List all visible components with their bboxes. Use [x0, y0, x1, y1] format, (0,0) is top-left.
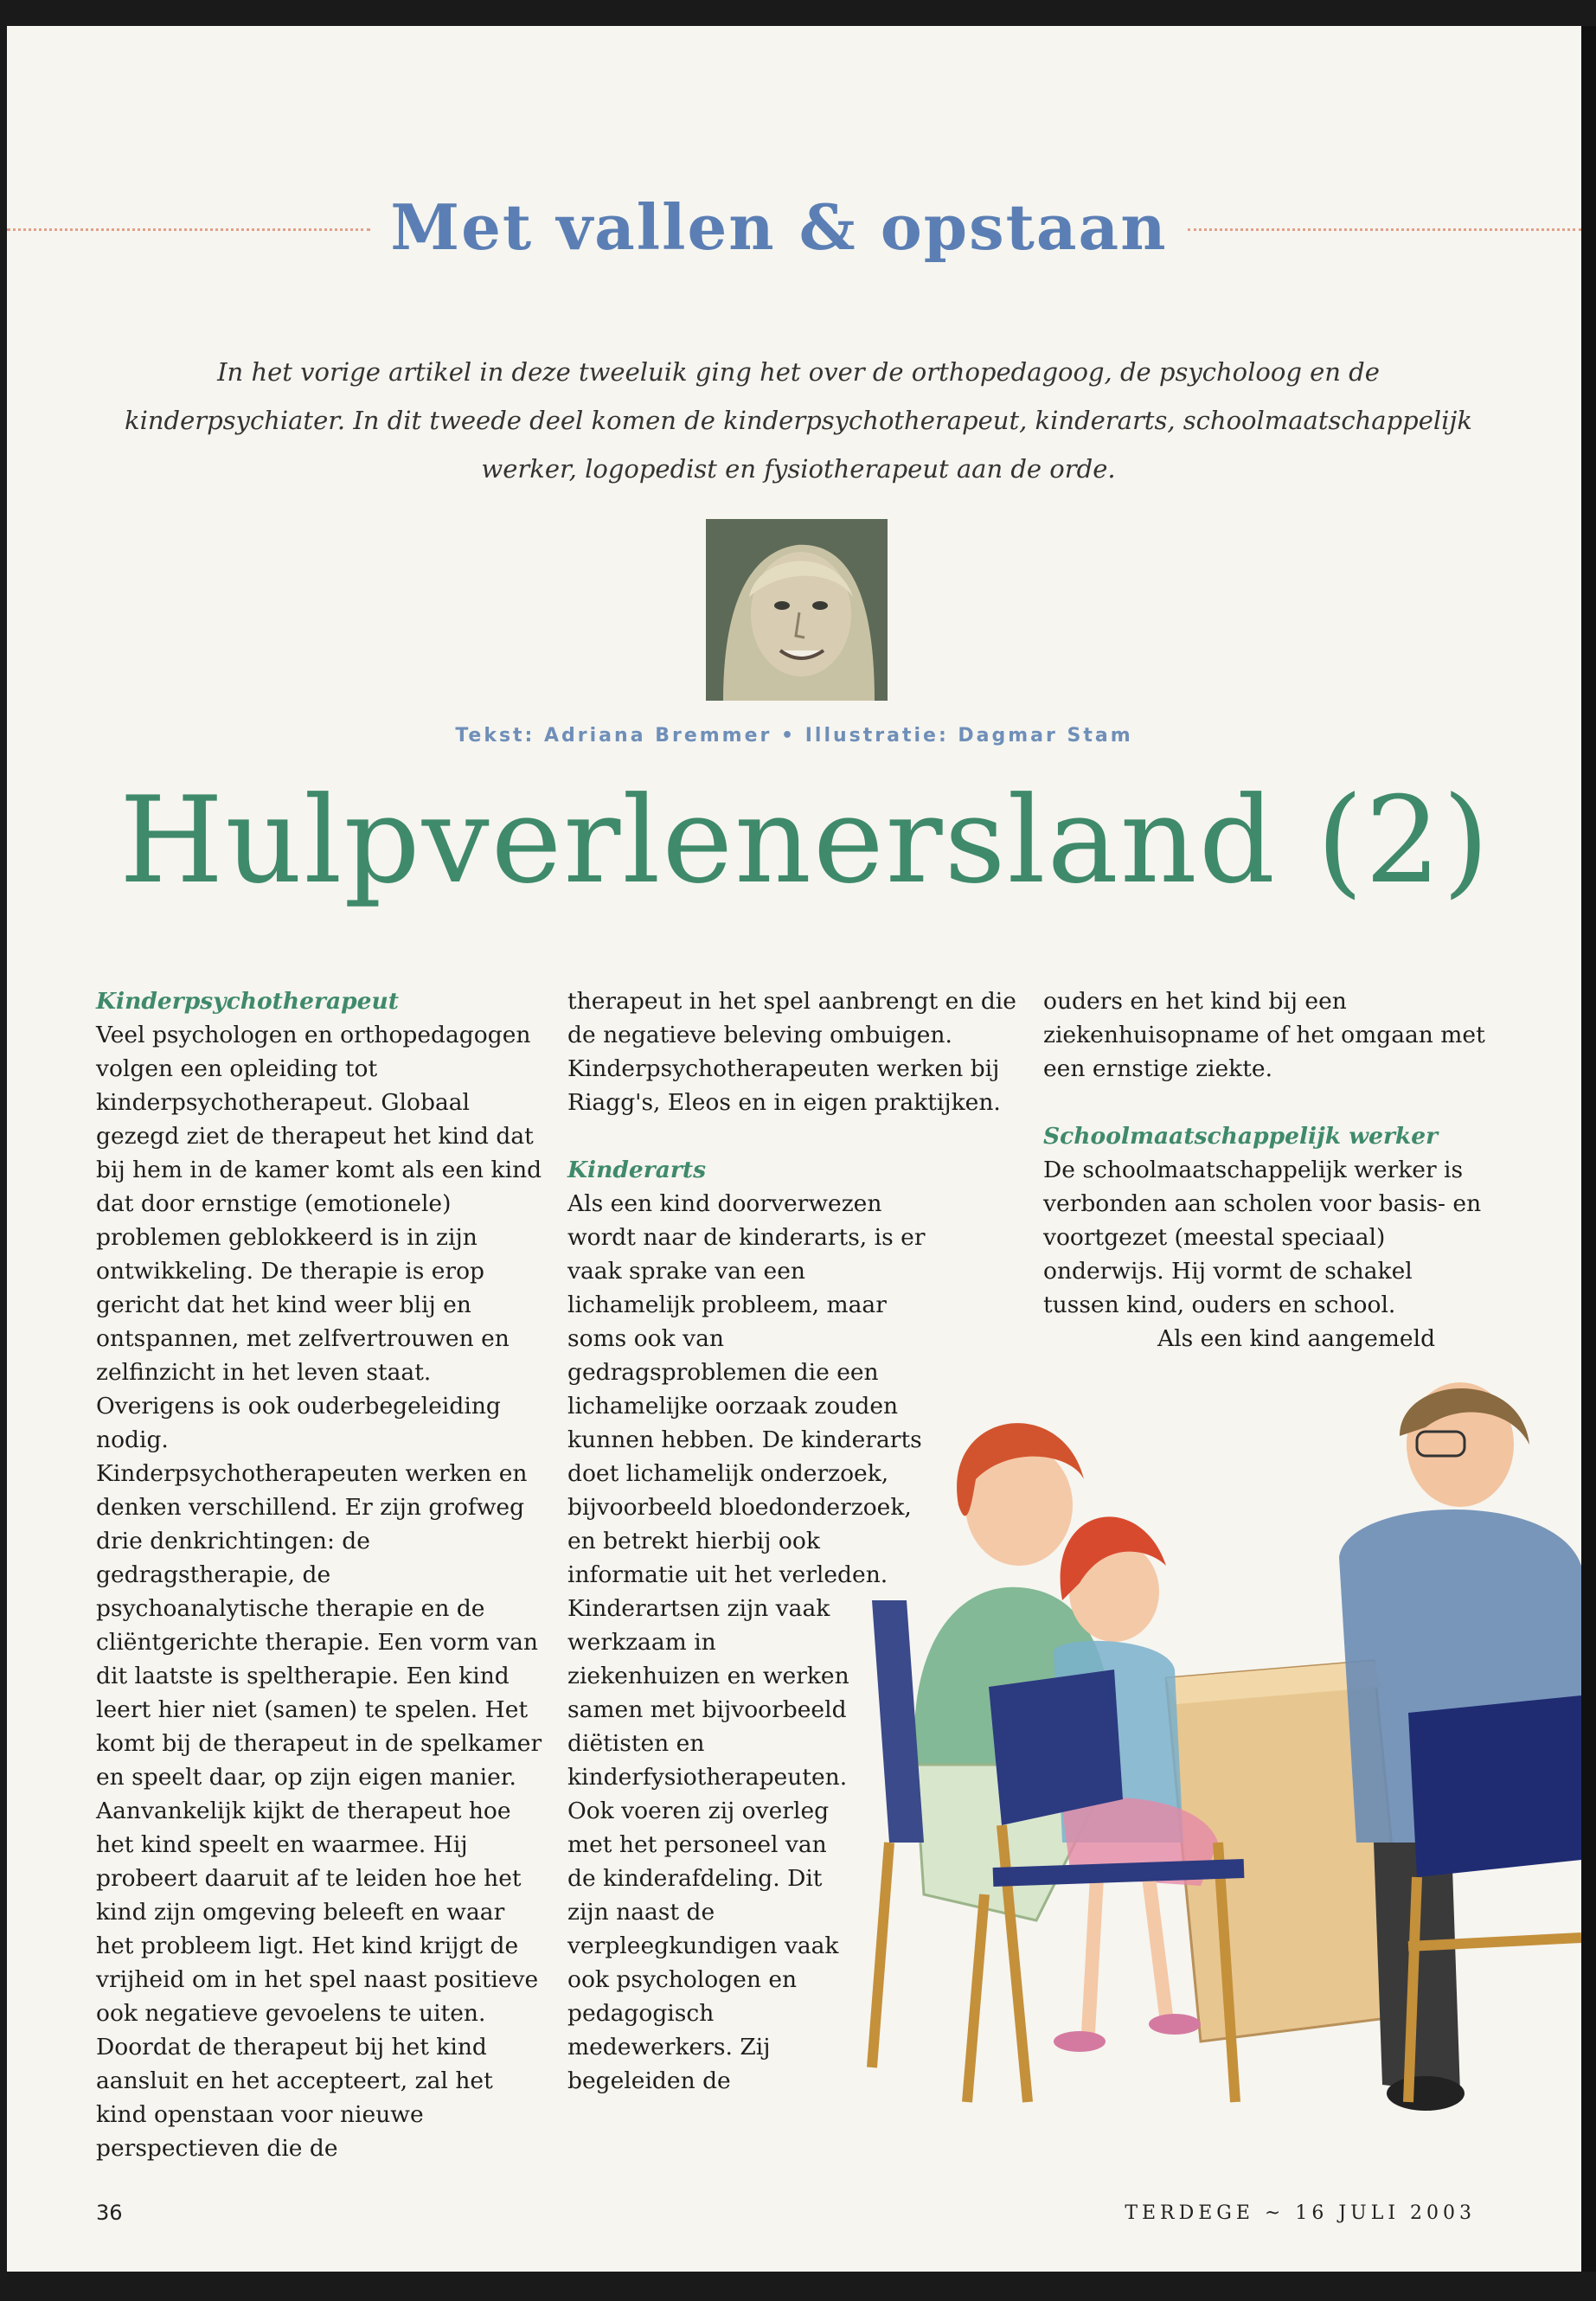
body-paragraph: De schoolmaatschappelijk werker is verbonden aan scholen voor basis- en voortgezet (meestal speciaal) onderwijs. Hij vormt de schakel tussen kind, ouders en school. — [1043, 1157, 1482, 1318]
body-paragraph: ouders en het kind bij een ziekenhuisopname of het omgaan met een ernstige ziekte. — [1043, 988, 1485, 1082]
body-paragraph: Veel psychologen en orthopedagogen volgen een opleiding tot kinderpsychotherapeut. Globaal gezegd ziet de therapeut het kind dat bij hem in de kamer komt als een kind dat door ernstige (emotionele) problemen geblokkeerd is in zijn ontwikkeling. De therapie is erop gericht dat het kind weer blij en ontspannen, met zelfvertrouwen en zelfinzicht in het leven staat. Overigens is ook ouderbegeleiding nodig. — [96, 1022, 542, 1453]
subheading-kinderpsychotherapeut: Kinderpsychotherapeut — [96, 988, 400, 1015]
magazine-footer: TERDEGE ~ 16 JULI 2003 — [1125, 2202, 1476, 2224]
author-photo — [706, 519, 888, 701]
body-paragraph: Kinderpsychotherapeuten werken en denken verschillend. Er zijn grofweg drie denkrichtingen: de gedragstherapie, de psychoanalytische therapie en de cliëntgerichte therapie. Een vorm van dit laatste is speltherapie. Een kind leert hier niet (samen) te spelen. Het komt bij de therapeut in de spelkamer en speelt daar, op zijn eigen manier. Aanvankelijk kijkt de therapeut hoe het kind speelt en waarmee. Hij probeert daaruit af te leiden hoe het kind zijn omgeving beleeft en waar het probleem ligt. Het kind krijgt de vrijheid om in het spel naast positieve ook negatieve gevoelens te uiten. Doordat de therapeut bij het kind aansluit en het accepteert, zal het kind openstaan voor nieuwe perspectieven die de — [96, 1460, 542, 2162]
body-paragraph: therapeut in het spel aanbrengt en die de negatieve beleving ombuigen. — [567, 988, 1016, 1048]
body-paragraph: Kinderpsychotherapeuten werken bij Riagg's, Eleos en in eigen praktijken. — [567, 1055, 1001, 1116]
subheading-schoolmaatschappelijk-werker: Schoolmaatschappelijk werker — [1043, 1123, 1439, 1150]
section-kicker: Met vallen & opstaan — [390, 190, 1168, 264]
text-column-1 — [96, 984, 546, 2165]
article-headline: Hulpverlenersland (2) — [119, 771, 1491, 910]
body-paragraph: Als een kind aangemeld — [1157, 1325, 1436, 1352]
magazine-page — [7, 26, 1581, 2272]
intro-text: In het vorige artikel in deze tweeluik ging het over de orthopedagoog, de psycholoog en de kinderpsychiater. In dit tweede deel komen de kinderpsychotherapeut, kinderarts, schoolmaatschappelijk werker, logopedist en fysiotherapeut aan de orde. — [125, 357, 1472, 484]
text-column-3 — [1043, 984, 1493, 1356]
kicker-rule-left — [7, 228, 370, 231]
scan-edge — [1581, 26, 1596, 2272]
kicker-row — [7, 190, 1581, 268]
body-paragraph: Als een kind doorverwezen wordt naar de kinderarts, is er vaak sprake van een lichamelijk probleem, maar soms ook van gedragsproblemen die een lichamelijke oorzaak zouden kunnen hebben. De kinderarts doet lichamelijk onderzoek, bijvoorbeeld bloedonderzoek, en betrekt hierbij ook informatie uit het verleden. — [567, 1190, 926, 1588]
kicker-rule-right — [1188, 228, 1581, 231]
subheading-kinderarts: Kinderarts — [567, 1157, 707, 1183]
page-number: 36 — [96, 2201, 123, 2225]
body-paragraph: Kinderartsen zijn vaak werkzaam in ziekenhuizen en werken samen met bijvoorbeeld diëtisten en kinderfysiotherapeuten. Ook voeren zij overleg met het personeel van de kinderafdeling. Dit zijn naast de verpleegkundigen vaak ook psychologen en pedagogisch medewerkers. Zij begeleiden de — [567, 1595, 849, 2094]
watercolor-illustration — [855, 1358, 1581, 2119]
byline-credit: Tekst: Adriana Bremmer • Illustratie: Dagmar Stam — [455, 725, 1133, 747]
